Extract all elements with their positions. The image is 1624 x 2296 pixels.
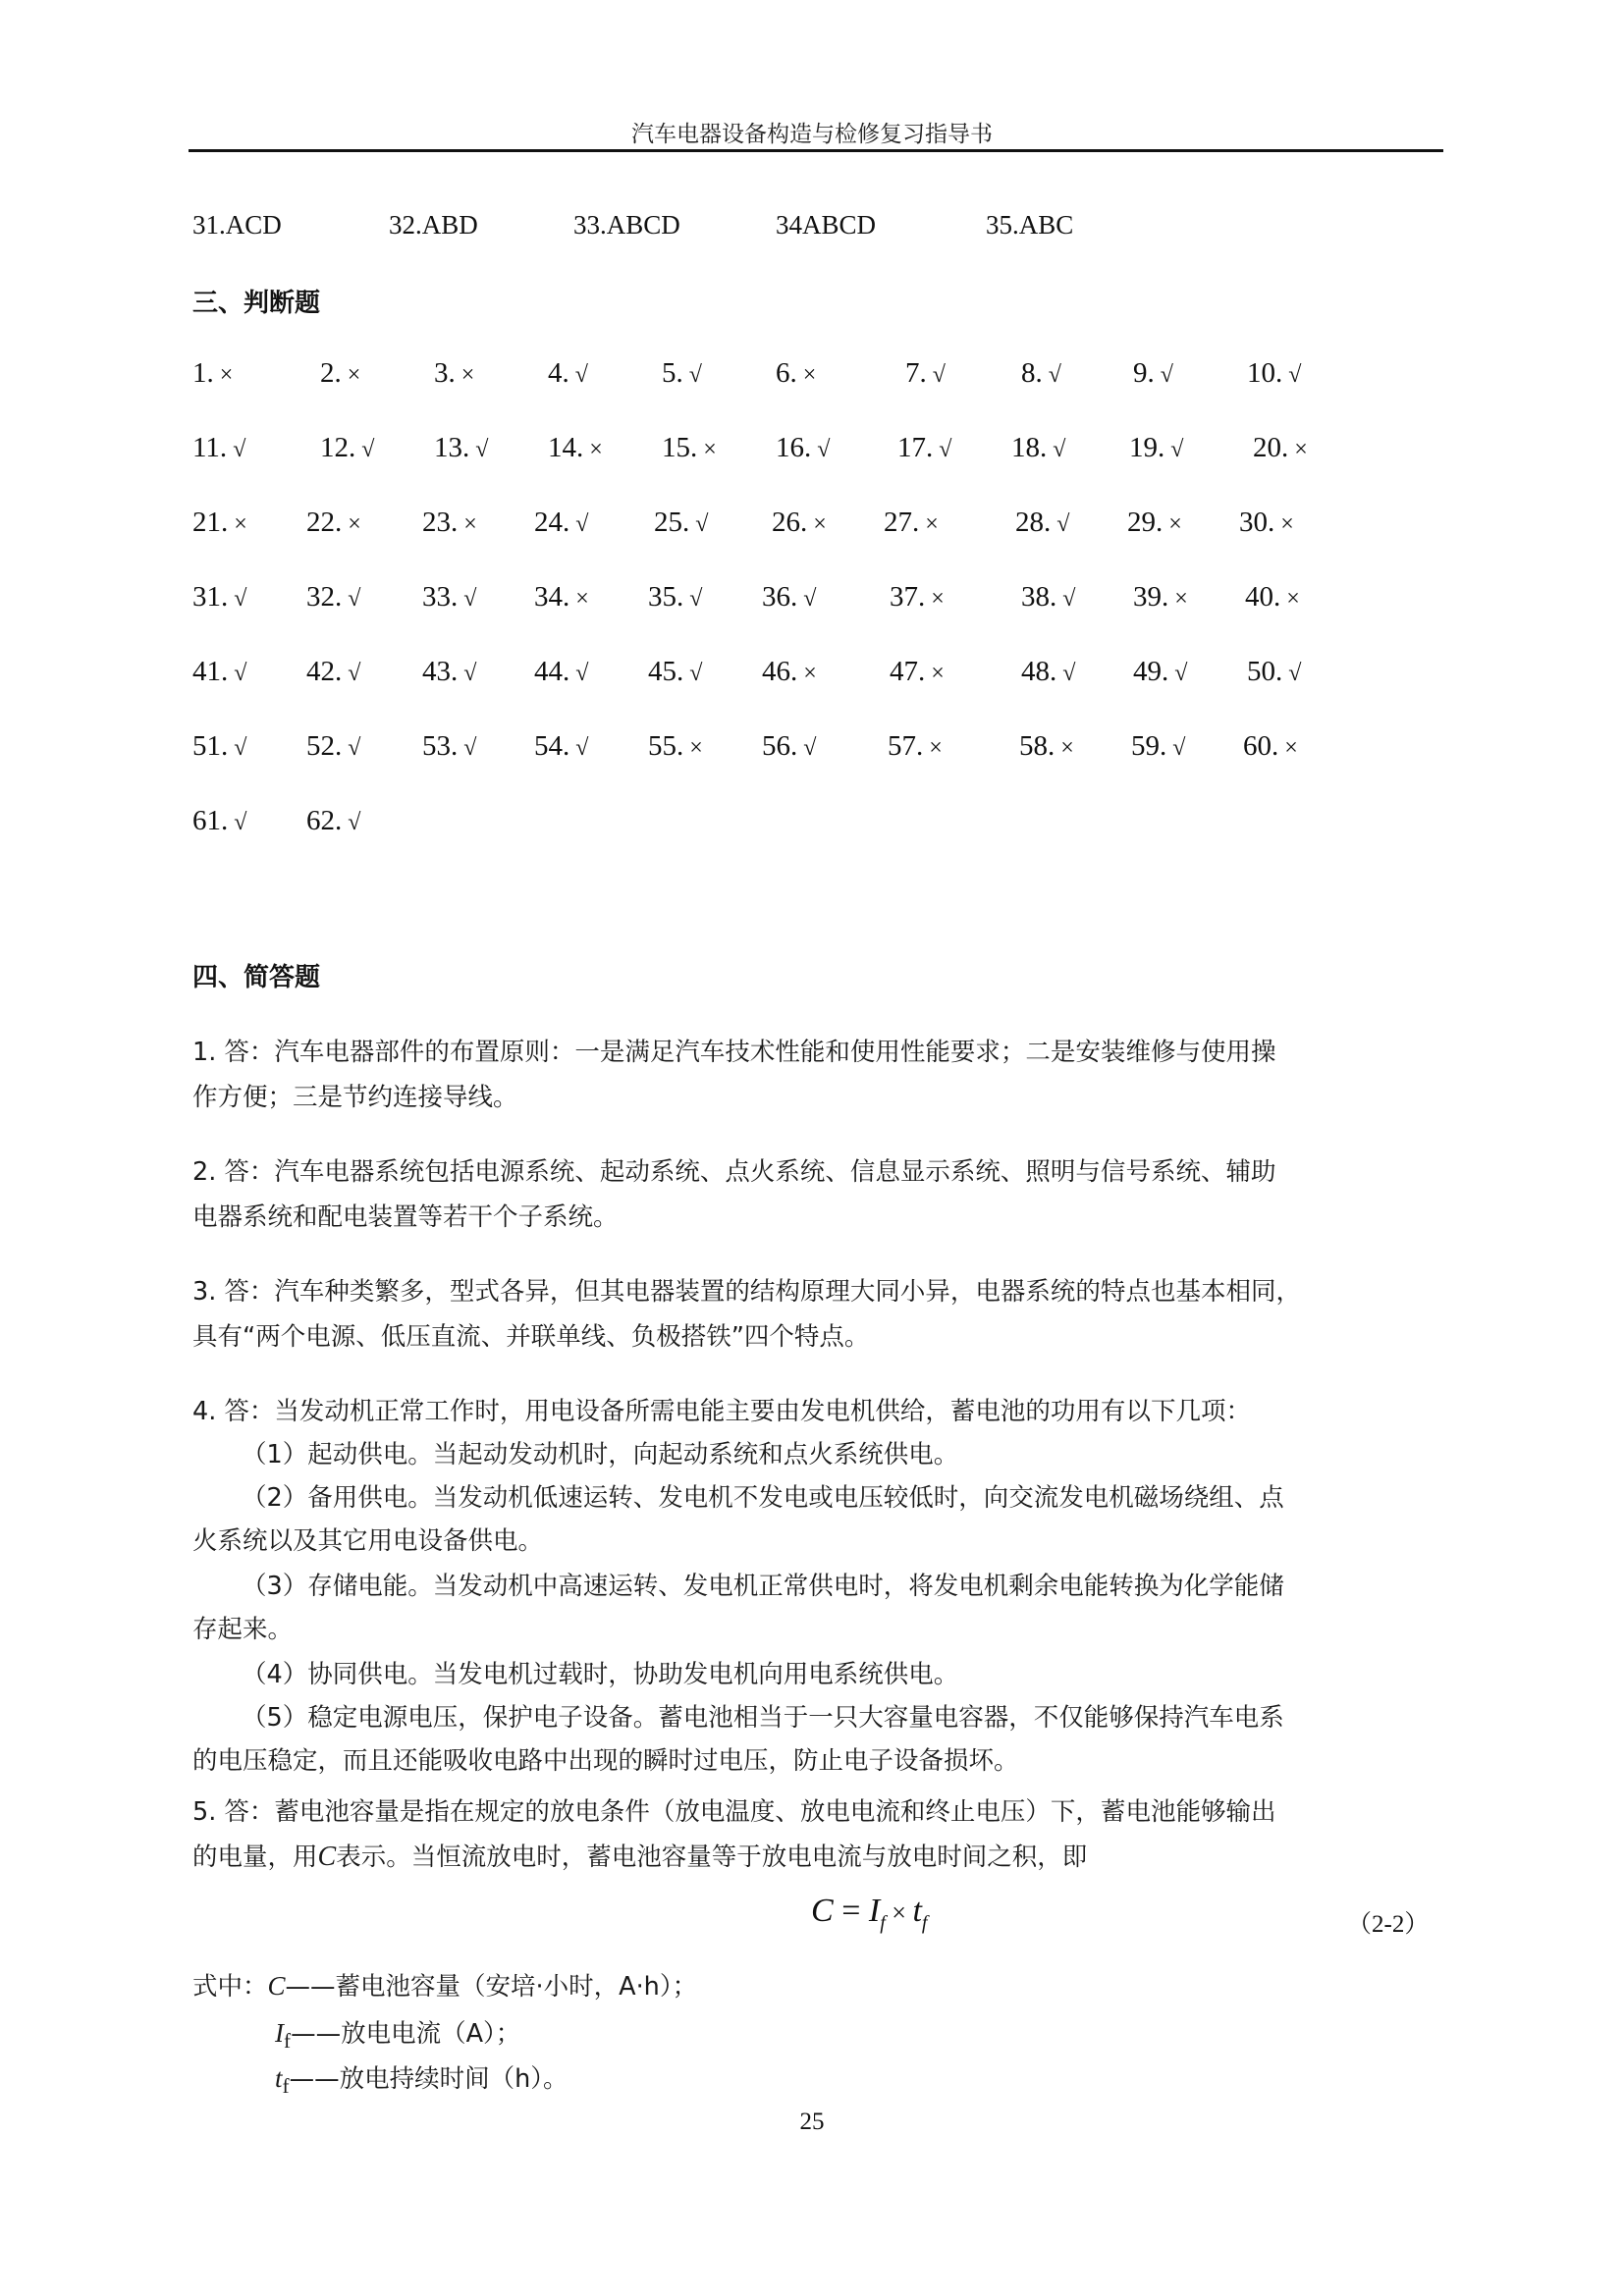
judgment-answer [662, 357, 702, 390]
judgment-answer [306, 581, 360, 614]
judgment-answer [1021, 357, 1061, 390]
judgment-answer [654, 507, 708, 539]
question-number: 52. [306, 730, 343, 762]
check-mark-icon: √ [1160, 362, 1173, 388]
question-number: 22. [306, 507, 343, 538]
question-number: 41. [192, 656, 229, 687]
question-number: 6. [776, 357, 797, 389]
question-number: 1. [192, 357, 214, 389]
question-number: 51. [192, 730, 229, 762]
def-var: t [275, 2063, 283, 2093]
judgment-answer [422, 581, 476, 614]
question-number: 48. [1021, 656, 1057, 687]
question-number: 13. [434, 432, 470, 463]
question-number: 14. [548, 432, 584, 463]
cross-mark-icon: × [931, 586, 945, 612]
judgment-answer [762, 581, 816, 614]
check-mark-icon: √ [1053, 437, 1066, 462]
judgment-answer [1011, 432, 1065, 464]
judgment-answer [648, 581, 702, 614]
judgment-answer [422, 507, 477, 539]
judgment-answer [897, 432, 951, 464]
judgment-answer [306, 656, 360, 688]
def-text: ——放电持续时间（h）。 [289, 2064, 568, 2094]
judgment-answer [890, 581, 945, 614]
judgment-answer [534, 730, 588, 763]
cross-mark-icon: × [575, 586, 589, 612]
question-number: 45. [648, 656, 684, 687]
check-mark-icon: √ [1062, 661, 1076, 686]
judgment-answer [905, 357, 946, 390]
cross-mark-icon: × [703, 437, 717, 462]
judgment-answer [534, 581, 589, 614]
check-mark-icon: √ [1288, 362, 1302, 388]
cross-mark-icon: × [347, 362, 361, 388]
answer-text-line: 火系统以及其它用电设备供电。 [192, 1526, 544, 1556]
check-mark-icon: √ [1062, 586, 1076, 612]
question-number: 42. [306, 656, 343, 687]
judgment-answer [1015, 507, 1069, 539]
judgment-answer [890, 656, 945, 688]
cross-mark-icon: × [1286, 586, 1300, 612]
judgment-answer [534, 656, 588, 688]
question-number: 33. [422, 581, 459, 613]
def-line [275, 2059, 568, 2099]
formula-c: C [811, 1893, 834, 1929]
cross-mark-icon: × [463, 511, 477, 537]
judgment-answer [1253, 432, 1308, 464]
question-number: 7. [905, 357, 927, 389]
judgment-answer [192, 432, 245, 464]
check-mark-icon: √ [575, 735, 589, 761]
answer-text-line: 存起来。 [192, 1615, 294, 1644]
judgment-answer [422, 656, 476, 688]
check-mark-icon: √ [688, 362, 702, 388]
cross-mark-icon: × [1294, 437, 1308, 462]
judgment-answer [534, 507, 588, 539]
check-mark-icon: √ [348, 810, 361, 835]
check-mark-icon: √ [233, 437, 246, 462]
check-mark-icon: √ [1056, 511, 1070, 537]
question-number: 5. [662, 357, 683, 389]
answer-text-line: 5. 答：蓄电池容量是指在规定的放电条件（放电温度、放电电流和终止电压）下，蓄电池能够输出 [192, 1797, 1276, 1827]
def-text: ——放电电流（A）； [291, 2019, 521, 2049]
check-mark-icon: √ [348, 586, 361, 612]
judgment-answer [662, 432, 717, 464]
judgment-answer [434, 357, 474, 390]
question-number: 27. [884, 507, 920, 538]
question-number: 31. [192, 581, 229, 613]
judgment-answer [884, 507, 939, 539]
judgment-answer [1239, 507, 1294, 539]
def-sub: f [284, 2029, 292, 2054]
question-number: 40. [1245, 581, 1281, 613]
judgment-answer [1129, 432, 1183, 464]
check-mark-icon: √ [695, 511, 709, 537]
answer-text-line: 3. 答：汽车种类繁多，型式各异，但其电器装置的结构原理大同小异，电器系统的特点也基本相同， [192, 1277, 1301, 1307]
question-number: 59. [1131, 730, 1167, 762]
question-number: 30. [1239, 507, 1275, 538]
capacity-formula [811, 1893, 927, 1935]
cross-mark-icon: × [1284, 735, 1298, 761]
question-number: 49. [1133, 656, 1169, 687]
question-number: 34. [534, 581, 570, 613]
question-number: 61. [192, 805, 229, 836]
mc-answer: 31.ACD [192, 210, 282, 240]
judgment-answer [762, 730, 816, 763]
question-number: 53. [422, 730, 459, 762]
answer-text-line: 2. 答：汽车电器系统包括电源系统、起动系统、点火系统、信息显示系统、照明与信号系统、辅助 [192, 1157, 1276, 1187]
def-text: ——蓄电池容量（安培·小时，A·h）； [285, 1972, 698, 2002]
judgment-answer [1131, 730, 1185, 763]
mc-answer: 33.ABCD [573, 210, 680, 240]
judgment-answer [1133, 656, 1187, 688]
equation-number: （2-2） [1347, 1911, 1430, 1938]
check-mark-icon: √ [932, 362, 946, 388]
judgment-answer [306, 730, 360, 763]
judgment-answer [192, 581, 246, 614]
check-mark-icon: √ [1288, 661, 1302, 686]
question-number: 4. [548, 357, 569, 389]
check-mark-icon: √ [575, 661, 589, 686]
cross-mark-icon: × [1168, 511, 1182, 537]
answer-text-line: 的电压稳定，而且还能吸收电路中出现的瞬时过电压，防止电子设备损坏。 [192, 1746, 1019, 1776]
question-number: 15. [662, 432, 698, 463]
formula-t-sub: f [921, 1911, 928, 1934]
judgment-answer [422, 730, 476, 763]
question-number: 60. [1243, 730, 1279, 762]
def-line [275, 2014, 520, 2054]
check-mark-icon: √ [463, 661, 477, 686]
var-c: C [317, 1842, 337, 1872]
cross-mark-icon: × [460, 362, 475, 388]
check-mark-icon: √ [1174, 661, 1188, 686]
question-number: 28. [1015, 507, 1052, 538]
running-header-title: 汽车电器设备构造与检修复习指导书 [631, 122, 993, 147]
check-mark-icon: √ [234, 661, 247, 686]
section-heading-short-answer: 四、简答题 [192, 963, 321, 992]
judgment-answer [1245, 581, 1300, 614]
check-mark-icon: √ [234, 735, 247, 761]
judgment-answer [434, 432, 488, 464]
judgment-answer [762, 656, 817, 688]
judgment-answer [1019, 730, 1074, 763]
judgment-answer [648, 730, 703, 763]
mc-answer: 34ABCD [776, 210, 877, 240]
question-number: 38. [1021, 581, 1057, 613]
judgment-answer [888, 730, 943, 763]
judgment-answer [1133, 357, 1173, 390]
check-mark-icon: √ [361, 437, 375, 462]
question-number: 32. [306, 581, 343, 613]
question-number: 19. [1129, 432, 1165, 463]
cross-mark-icon: × [234, 511, 247, 537]
question-number: 43. [422, 656, 459, 687]
cross-mark-icon: × [813, 511, 827, 537]
judgment-answer [1021, 581, 1075, 614]
answer-text-line: （4）协同供电。当发电机过载时，协助发电机向用电系统供电。 [242, 1660, 959, 1689]
judgment-answer [320, 432, 374, 464]
mc-answer: 35.ABC [986, 210, 1074, 240]
judgment-answer [192, 357, 233, 390]
question-number: 56. [762, 730, 798, 762]
judgment-answer [192, 805, 246, 837]
judgment-answer [648, 656, 702, 688]
question-number: 9. [1133, 357, 1155, 389]
answer-text-line: 具有“两个电源、低压直流、并联单线、负极搭铁”四个特点。 [192, 1322, 870, 1352]
mc-answer: 32.ABD [389, 210, 478, 240]
question-number: 57. [888, 730, 924, 762]
answer-text-line: （1）起动供电。当起动发动机时，向起动系统和点火系统供电。 [242, 1440, 959, 1469]
judgment-answer [192, 507, 247, 539]
cross-mark-icon: × [1174, 586, 1188, 612]
judgment-answer [1247, 357, 1301, 390]
judgment-answer [306, 507, 361, 539]
judgment-answer [776, 432, 830, 464]
judgment-answer [1133, 581, 1188, 614]
check-mark-icon: √ [575, 511, 589, 537]
question-number: 21. [192, 507, 229, 538]
judgment-answer [192, 656, 246, 688]
question-number: 62. [306, 805, 343, 836]
check-mark-icon: √ [803, 586, 817, 612]
judgment-answer [548, 357, 588, 390]
check-mark-icon: √ [1170, 437, 1184, 462]
question-number: 37. [890, 581, 926, 613]
question-number: 46. [762, 656, 798, 687]
question-number: 23. [422, 507, 459, 538]
answer-text-line: （3）存储电能。当发动机中高速运转、发电机正常供电时，将发电机剩余电能转换为化学能储 [242, 1572, 1284, 1601]
formula-i-sub: f [880, 1911, 886, 1934]
answer-text-line: 电器系统和配电装置等若干个子系统。 [192, 1202, 619, 1232]
where-prefix: 式中： [192, 1972, 268, 2002]
question-number: 8. [1021, 357, 1043, 389]
text: 的电量，用 [192, 1842, 318, 1872]
check-mark-icon: √ [803, 735, 817, 761]
question-number: 25. [654, 507, 690, 538]
answer-text-line: （5）稳定电源电压，保护电子设备。蓄电池相当于一只大容量电容器，不仅能够保持汽车电系 [242, 1703, 1284, 1733]
question-number: 35. [648, 581, 684, 613]
formula-eq: = [833, 1893, 869, 1929]
judgment-answer [192, 730, 246, 763]
judgment-answer [548, 432, 603, 464]
judgment-answer [1021, 656, 1075, 688]
where-line [192, 1967, 697, 2002]
check-mark-icon: √ [939, 437, 952, 462]
check-mark-icon: √ [689, 586, 703, 612]
check-mark-icon: √ [463, 735, 477, 761]
question-number: 2. [320, 357, 342, 389]
cross-mark-icon: × [1280, 511, 1294, 537]
check-mark-icon: √ [234, 586, 247, 612]
question-number: 26. [772, 507, 808, 538]
formula-i: I [868, 1893, 881, 1929]
check-mark-icon: √ [817, 437, 831, 462]
check-mark-icon: √ [348, 735, 361, 761]
answer-5-line-2 [192, 1838, 1087, 1873]
question-number: 55. [648, 730, 684, 762]
question-number: 47. [890, 656, 926, 687]
judgment-answer [772, 507, 827, 539]
cross-mark-icon: × [803, 661, 817, 686]
header-rule [189, 149, 1443, 152]
check-mark-icon: √ [475, 437, 489, 462]
check-mark-icon: √ [348, 661, 361, 686]
cross-mark-icon: × [689, 735, 703, 761]
cross-mark-icon: × [219, 362, 234, 388]
judgment-answer [1127, 507, 1182, 539]
text: 表示。当恒流放电时，蓄电池容量等于放电电流与放电时间之积，即 [336, 1842, 1088, 1872]
def-var: C [267, 1971, 286, 2001]
def-var: I [275, 2018, 284, 2048]
question-number: 3. [434, 357, 456, 389]
question-number: 11. [192, 432, 228, 463]
cross-mark-icon: × [931, 661, 945, 686]
cross-mark-icon: × [348, 511, 361, 537]
check-mark-icon: √ [463, 586, 477, 612]
judgment-answer [320, 357, 360, 390]
question-number: 44. [534, 656, 570, 687]
page-number: 25 [799, 2109, 825, 2135]
section-heading-judgment: 三、判断题 [192, 289, 321, 318]
check-mark-icon: √ [689, 661, 703, 686]
judgment-answer [1243, 730, 1298, 763]
question-number: 54. [534, 730, 570, 762]
judgment-answer [306, 805, 360, 837]
question-number: 24. [534, 507, 570, 538]
question-number: 39. [1133, 581, 1169, 613]
cross-mark-icon: × [802, 362, 817, 388]
answer-text-line: 1. 答：汽车电器部件的布置原则：一是满足汽车技术性能和使用性能要求；二是安装维修与使用操 [192, 1038, 1276, 1067]
def-sub: f [282, 2074, 290, 2099]
answer-text-line: 作方便；三是节约连接导线。 [192, 1083, 518, 1112]
check-mark-icon: √ [574, 362, 588, 388]
question-number: 50. [1247, 656, 1283, 687]
judgment-answer [776, 357, 816, 390]
question-number: 58. [1019, 730, 1056, 762]
check-mark-icon: √ [1172, 735, 1186, 761]
cross-mark-icon: × [1060, 735, 1074, 761]
cross-mark-icon: × [925, 511, 939, 537]
cross-mark-icon: × [589, 437, 603, 462]
cross-mark-icon: × [929, 735, 943, 761]
question-number: 17. [897, 432, 934, 463]
question-number: 16. [776, 432, 812, 463]
question-number: 20. [1253, 432, 1289, 463]
answer-text-line: （2）备用供电。当发动机低速运转、发电机不发电或电压较低时，向交流发电机磁场绕组、点 [242, 1483, 1284, 1513]
question-number: 10. [1247, 357, 1283, 389]
check-mark-icon: √ [234, 810, 247, 835]
question-number: 29. [1127, 507, 1164, 538]
question-number: 18. [1011, 432, 1048, 463]
formula-t: t [912, 1893, 922, 1929]
answer-text-line: 4. 答：当发动机正常工作时，用电设备所需电能主要由发电机供给，蓄电池的功用有以下几项： [192, 1397, 1251, 1426]
formula-times: × [885, 1898, 913, 1927]
check-mark-icon: √ [1048, 362, 1061, 388]
question-number: 12. [320, 432, 356, 463]
judgment-answer [1247, 656, 1301, 688]
question-number: 36. [762, 581, 798, 613]
